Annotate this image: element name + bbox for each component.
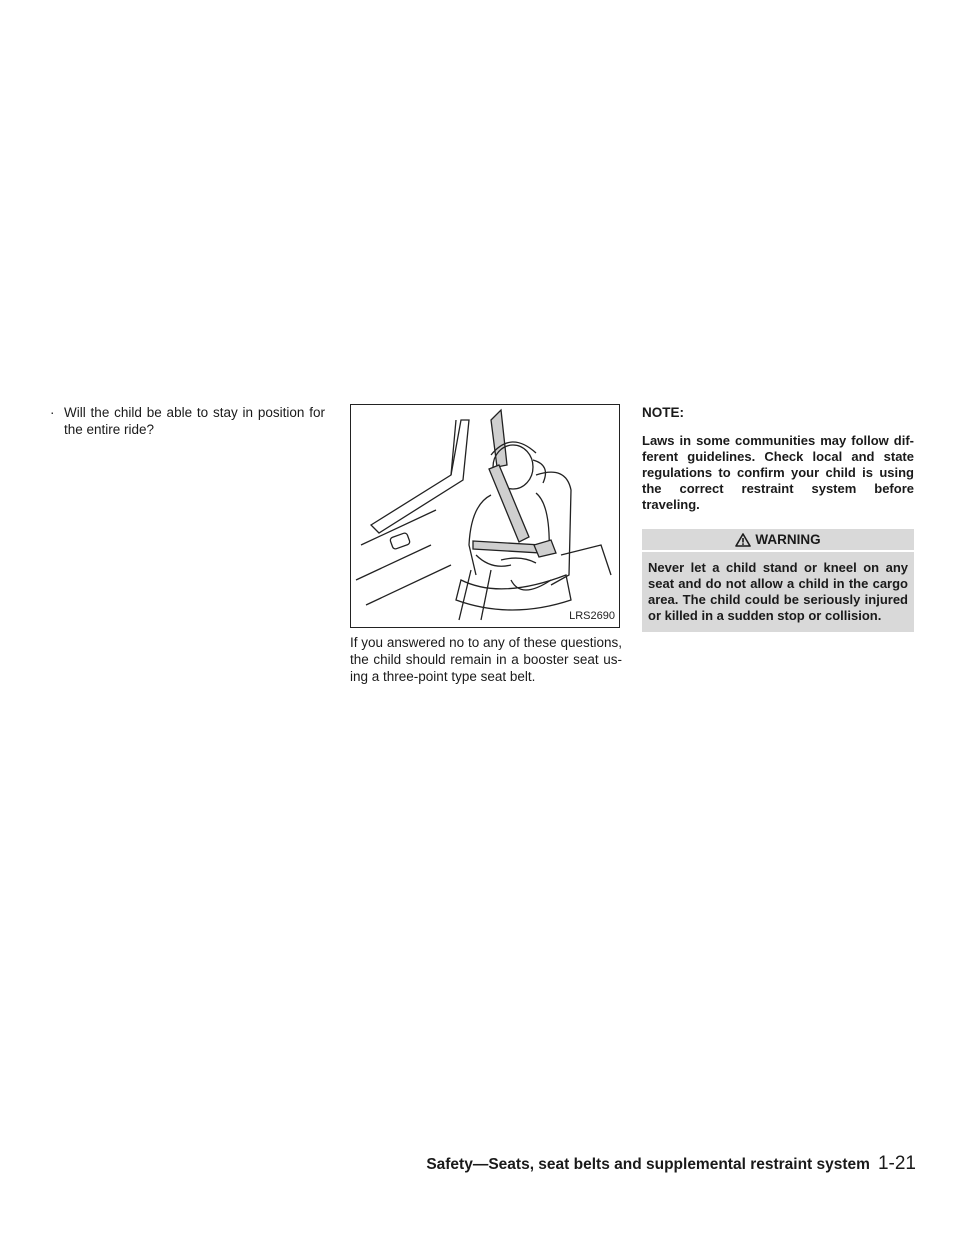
bullet-dot: ·: [50, 405, 55, 420]
warning-header: [642, 529, 914, 550]
right-column: [642, 404, 914, 632]
note-title: NOTE:: [642, 405, 684, 420]
figure-caption: If you answered no to any of these questions, the child should remain in a booster seat us-ing a three-point type seat belt.: [350, 635, 622, 684]
warning-title: WARNING: [755, 532, 821, 547]
child-booster-seat-illustration: [351, 405, 621, 629]
middle-column: [350, 404, 622, 685]
page-footer: [426, 1153, 916, 1175]
illustration-figure: [350, 404, 620, 628]
left-column: [50, 404, 325, 438]
page-number: 1-21: [877, 1153, 916, 1174]
note-text: Laws in some communities may follow dif-ferent guidelines. Check local and state regulations to confirm your child is using the correct restraint system before traveling.: [642, 433, 914, 512]
warning-triangle-icon: [735, 533, 751, 547]
figure-code: LRS2690: [569, 610, 615, 622]
warning-text: Never let a child stand or kneel on any seat and do not allow a child in the cargo area. The child could be seriously injured or killed in a sudden stop or collision.: [642, 552, 914, 632]
bullet-text: Will the child be able to stay in position for the entire ride?: [64, 405, 325, 437]
footer-section-title: Safety—Seats, seat belts and supplemental restraint system: [426, 1156, 870, 1173]
bullet-item: [50, 404, 325, 438]
